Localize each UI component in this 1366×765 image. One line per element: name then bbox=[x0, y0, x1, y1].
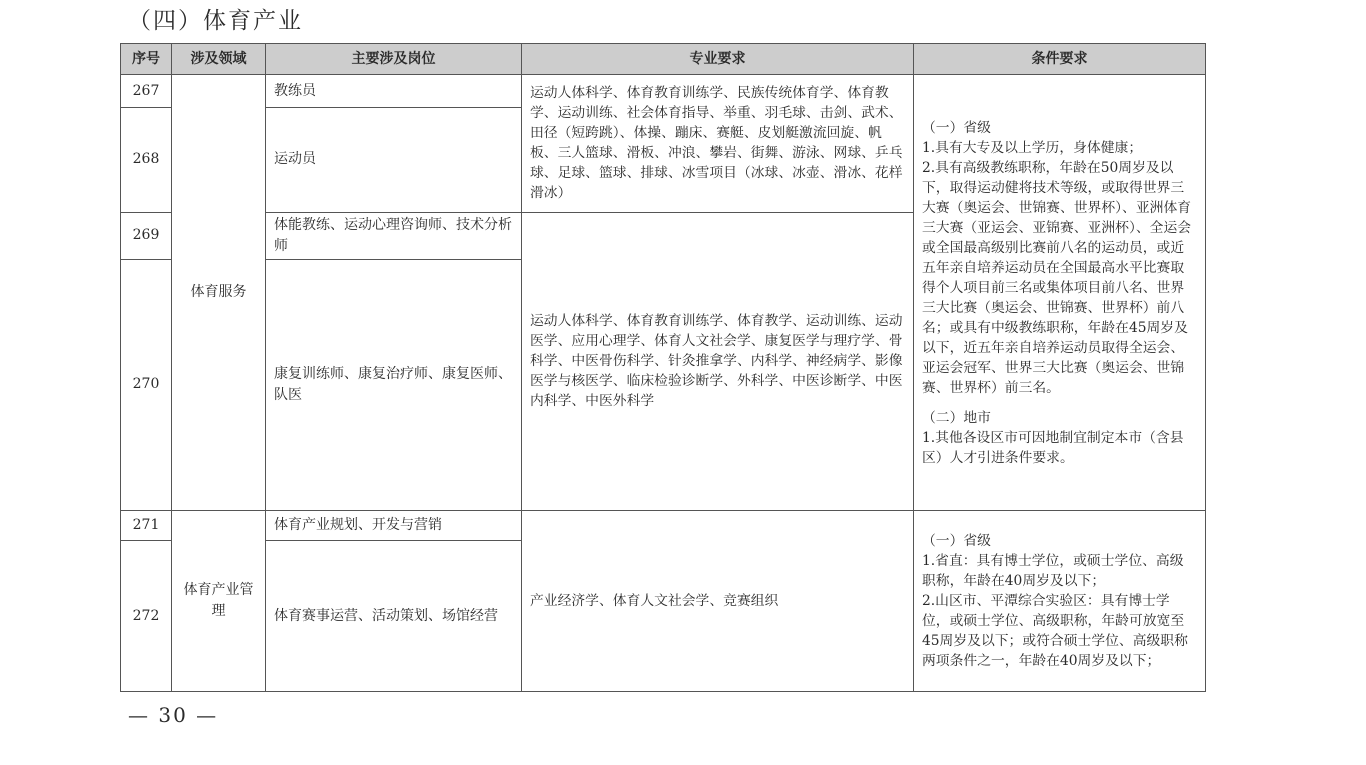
domain-cell-sports-service: 体育服务 bbox=[172, 75, 266, 511]
header-seq: 序号 bbox=[121, 44, 172, 75]
header-conditions: 条件要求 bbox=[914, 44, 1206, 75]
conditions-spacer bbox=[922, 398, 1197, 408]
seq-cell: 272 bbox=[121, 541, 172, 692]
conditions-cell bbox=[914, 75, 1206, 511]
conditions-cell bbox=[914, 511, 1206, 692]
header-majors: 专业要求 bbox=[522, 44, 914, 75]
domain-cell-sports-industry-management: 体育产业管理 bbox=[172, 511, 266, 692]
position-cell: 康复训练师、康复治疗师、康复医师、队医 bbox=[266, 259, 522, 510]
position-cell: 体育赛事运营、活动策划、场馆经营 bbox=[266, 541, 522, 692]
page-number: — 30 — bbox=[128, 703, 219, 727]
seq-cell: 268 bbox=[121, 108, 172, 213]
seq-cell: 271 bbox=[121, 511, 172, 541]
table-header-row bbox=[121, 44, 1206, 75]
majors-cell: 产业经济学、体育人文社会学、竞赛组织 bbox=[522, 511, 914, 692]
position-cell: 运动员 bbox=[266, 108, 522, 213]
seq-cell: 267 bbox=[121, 75, 172, 108]
position-cell: 体能教练、运动心理咨询师、技术分析师 bbox=[266, 212, 522, 259]
table-row bbox=[121, 511, 1206, 541]
position-cell: 体育产业规划、开发与营销 bbox=[266, 511, 522, 541]
section-title: （四）体育产业 bbox=[128, 8, 303, 34]
conditions-provincial: （一）省级 1.具有大专及以上学历，身体健康； 2.具有高级教练职称，年龄在50周岁及以下，取得运动健将技术等级，或取得世界三大赛（奥运会、世锦赛、世界杯）、亚洲体育三大赛（亚运会、亚锦赛、亚洲杯）、全运会或全国最高级别比赛前八名的运动员，或近五年亲自培养运动员在全国最高水平比赛取得个人项目前三名或集体项目前八名、世界三大比赛（奥运会、世锦赛、世界杯）前八名；或具有中级教练职称，年龄在45周岁及以下，近五年亲自培养运动员取得全运会、亚运会冠军、世界三大比赛（奥运会、世锦赛、世界杯）前三名。 bbox=[922, 119, 1192, 396]
conditions-city: （二）地市 1.其他各设区市可因地制宜制定本市（含县区）人才引进条件要求。 bbox=[922, 409, 1184, 466]
seq-cell: 269 bbox=[121, 212, 172, 259]
majors-cell: 运动人体科学、体育教育训练学、体育教学、运动训练、运动医学、应用心理学、体育人文社会学、康复医学与理疗学、骨科学、中医骨伤科学、针灸推拿学、内科学、神经病学、影像医学与核医学、临床检验诊断学、外科学、中医诊断学、中医内科学、中医外科学 bbox=[522, 212, 914, 510]
position-cell: 教练员 bbox=[266, 75, 522, 108]
header-positions: 主要涉及岗位 bbox=[266, 44, 522, 75]
table-row bbox=[121, 75, 1206, 108]
majors-cell: 运动人体科学、体育教育训练学、民族传统体育学、体育教学、运动训练、社会体育指导、举重、羽毛球、击剑、武术、田径（短跨跳）、体操、蹦床、赛艇、皮划艇激流回旋、帆板、三人篮球、滑板、冲浪、攀岩、街舞、游泳、网球、乒乓球、足球、篮球、排球、冰雪项目（冰球、冰壶、滑冰、花样滑冰） bbox=[522, 75, 914, 213]
talent-table bbox=[120, 43, 1206, 692]
seq-cell: 270 bbox=[121, 259, 172, 510]
conditions-provincial: （一）省级 1.省直：具有博士学位，或硕士学位、高级职称，年龄在40周岁及以下； 2.山区市、平潭综合实验区：具有博士学位，或硕士学位、高级职称，年龄可放宽至45周岁及以下；或符合硕士学位、高级职称两项条件之一，年龄在40周岁及以下； bbox=[922, 533, 1188, 670]
header-domain: 涉及领域 bbox=[172, 44, 266, 75]
